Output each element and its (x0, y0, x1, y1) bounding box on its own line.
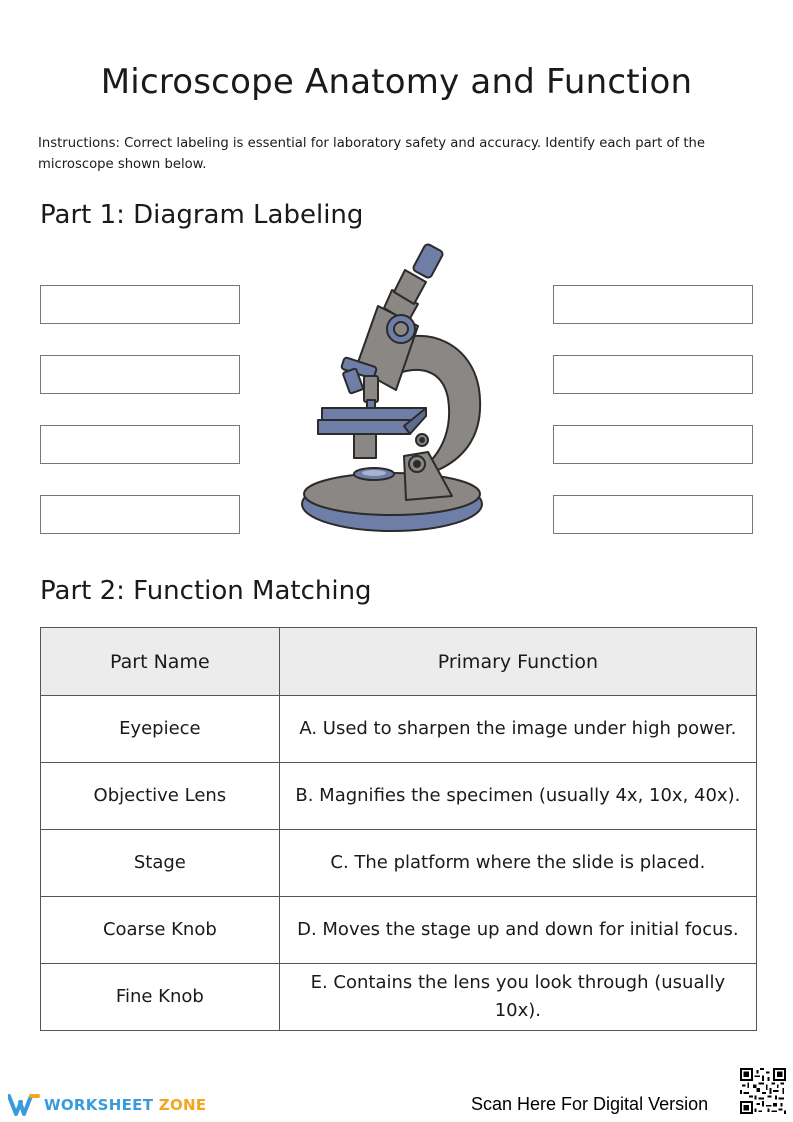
part1-heading: Part 1: Diagram Labeling (40, 200, 364, 230)
brand-accent: ZONE (158, 1096, 207, 1114)
header-primary-function: Primary Function (279, 628, 756, 696)
label-box-left-3[interactable] (40, 425, 240, 464)
part-name-cell: Fine Knob (41, 964, 280, 1031)
table-header-row (41, 628, 757, 696)
function-cell: E. Contains the lens you look through (usually 10x). (279, 964, 756, 1031)
function-cell: B. Magnifies the specimen (usually 4x, 10x, 40x). (279, 763, 756, 830)
label-box-right-1[interactable] (553, 285, 753, 324)
part-name-cell: Stage (41, 830, 280, 897)
instructions-text: Instructions: Correct labeling is essential for laboratory safety and accuracy. Identify each part of the microscope shown below. (38, 136, 706, 172)
label-box-left-2[interactable] (40, 355, 240, 394)
table-row (41, 897, 757, 964)
eyepiece (412, 243, 444, 279)
scan-text: Scan Here For Digital Version (471, 1094, 709, 1114)
label-box-left-1[interactable] (40, 285, 240, 324)
label-box-right-3[interactable] (553, 425, 753, 464)
part2-heading: Part 2: Function Matching (40, 576, 372, 606)
function-cell: A. Used to sharpen the image under high power. (279, 696, 756, 763)
part-name-cell: Objective Lens (41, 763, 280, 830)
table-row (41, 830, 757, 897)
function-cell: D. Moves the stage up and down for initial focus. (279, 897, 756, 964)
table-row (41, 964, 757, 1031)
microscope-diagram (300, 238, 500, 538)
table-row (41, 763, 757, 830)
condenser (354, 434, 376, 458)
label-box-right-4[interactable] (553, 495, 753, 534)
worksheet-zone-logo[interactable] (8, 1093, 206, 1117)
label-box-left-4[interactable] (40, 495, 240, 534)
function-cell: C. The platform where the slide is placed. (279, 830, 756, 897)
function-matching-table (40, 627, 757, 1031)
part-name-cell: Coarse Knob (41, 897, 280, 964)
logo-w-icon (8, 1093, 40, 1117)
base-top (304, 473, 480, 515)
table-row (41, 696, 757, 763)
worksheet-title: Microscope Anatomy and Function (100, 62, 693, 102)
brand-name (44, 1096, 206, 1114)
objective-lens-2 (364, 376, 378, 402)
part-name-cell: Eyepiece (41, 696, 280, 763)
brand-main: WORKSHEET (44, 1096, 154, 1114)
header-part-name: Part Name (41, 628, 280, 696)
label-box-right-2[interactable] (553, 355, 753, 394)
qr-code-icon[interactable] (740, 1068, 786, 1114)
